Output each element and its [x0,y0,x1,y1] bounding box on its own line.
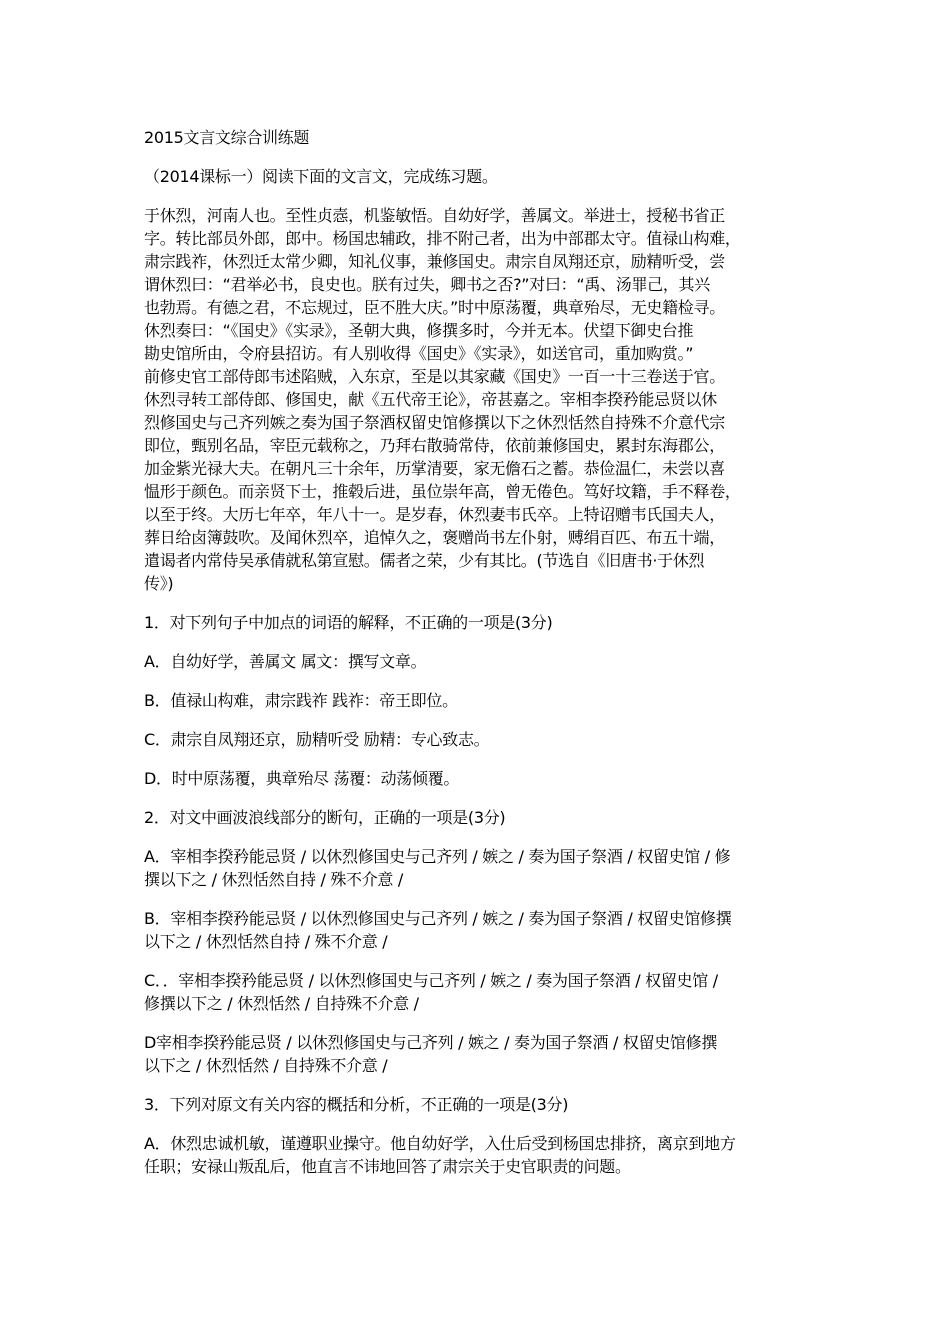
passage-line: 字。转比部员外郎，郎中。杨国忠辅政，排不附己者，出为中部郡太守。值禄山构难， [144,229,741,248]
question-1-option-d: D．时中原荡覆，典章殆尽 荡覆：动荡倾覆。 [144,769,460,788]
passage-line: 遣谒者内常侍吴承倩就私第宣慰。儒者之荣，少有其比。(节选自《旧唐书·于休烈 [144,551,705,570]
passage-line: 休烈寻转工部侍郎、修国史，献《五代帝王论》，帝甚嘉之。宰相李揆矜能忌贤以休 [144,390,717,409]
passage-line: 以至于终。大历七年卒，年八十一。是岁春，休烈妻韦氏卒。上特诏赠韦氏国夫人， [144,505,725,524]
intro-line: （2014课标一）阅读下面的文言文，完成练习题。 [144,167,498,186]
question-2-option-a: A．宰相李揆矜能忌贤 / 以休烈修国史与己齐列 / 嫉之 / 奏为国子祭酒 / 权留史馆 / 修 撰以下之 / 休烈恬然自持 / 殊不介意 / [144,847,731,889]
document-page [144,126,814,1178]
passage-line: 葬日给卤簿鼓吹。及闻休烈卒，追悼久之，褒赠尚书左仆射，赙绢百匹、布五十端， [144,528,725,547]
question-2-option-b: B．宰相李揆矜能忌贤 / 以休烈修国史与己齐列 / 嫉之 / 奏为国子祭酒 / 权留史馆修撰 以下之 / 休烈恬然自持 / 殊不介意 / [144,909,732,951]
question-3-stem: 3．下列对原文有关内容的概括和分析，不正确的一项是(3分) [144,1095,569,1114]
passage-line: 也勃焉。有德之君，不忘规过，臣不胜大庆。”时中原荡覆，典章殆尽，无史籍检寻。 [144,298,725,317]
question-2-option-c: C．．宰相李揆矜能忌贤 / 以休烈修国史与己齐列 / 嫉之 / 奏为国子祭酒 / 权留史馆 / 修撰以下之 / 休烈恬然 / 自持殊不介意 / [144,971,718,1013]
passage-line: 勘史馆所由，令府县招访。有人别收得《国史》《实录》，如送官司，重加购赏。” [144,344,694,363]
passage-line: 谓休烈曰：“君举必书，良史也。朕有过失，卿书之否?”对曰：“禹、汤罪己，其兴 [144,275,710,294]
passage-line: 愠形于颜色。而亲贤下士，推毂后进，虽位崇年高，曾无倦色。笃好坟籍，手不释卷， [144,482,741,501]
passage-line: 烈修国史与己齐列嫉之奏为国子祭酒权留史馆修撰以下之休烈恬然自持殊不介意代宗 [144,413,725,432]
passage-line: 前修史官工部侍郎韦述陷贼，入东京，至是以其家藏《国史》一百一十三卷送于官。 [144,367,725,386]
question-1-option-c: C．肃宗自凤翔还京，励精听受 励精：专心致志。 [144,730,490,749]
question-2-option-d: D宰相李揆矜能忌贤 / 以休烈修国史与己齐列 / 嫉之 / 奏为国子祭酒 / 权留史馆修撰 以下之 / 休烈恬然 / 自持殊不介意 / [144,1033,718,1075]
passage-line: 于休烈，河南人也。至性贞悫，机鉴敏悟。自幼好学，善属文。举进士，授秘书省正 [144,206,725,225]
passage-line: 肃宗践祚，休烈迁太常少卿，知礼仪事，兼修国史。肃宗自凤翔还京，励精听受，尝 [144,252,725,271]
passage-line: 传》) [144,574,174,593]
question-1-option-a: A．自幼好学，善属文 属文：撰写文章。 [144,652,427,671]
passage [144,204,814,595]
passage-line: 加金紫光禄大夫。在朝凡三十余年，历掌清要，家无儋石之蓄。恭俭温仁，未尝以喜 [144,459,725,478]
question-1-option-b: B．值禄山构难，肃宗践祚 践祚：帝王即位。 [144,691,458,710]
document-title: 2015文言文综合训练题 [144,128,310,147]
question-2-stem: 2．对文中画波浪线部分的断句，正确的一项是(3分) [144,808,506,827]
passage-line: 休烈奏曰：“《国史》《实录》，圣朝大典，修撰多时，今并无本。伏望下御史台推 [144,321,694,340]
passage-line: 即位，甄别名品，宰臣元载称之，乃拜右散骑常侍，依前兼修国史，累封东海郡公， [144,436,725,455]
question-3-option-a: A．休烈忠诚机敏，谨遵职业操守。他自幼好学，入仕后受到杨国忠排挤，离京到地方 任职；安禄山叛乱后，他直言不讳地回答了肃宗关于史官职责的问题。 [144,1134,736,1176]
question-1-stem: 1．对下列句子中加点的词语的解释，不正确的一项是(3分) [144,613,553,632]
